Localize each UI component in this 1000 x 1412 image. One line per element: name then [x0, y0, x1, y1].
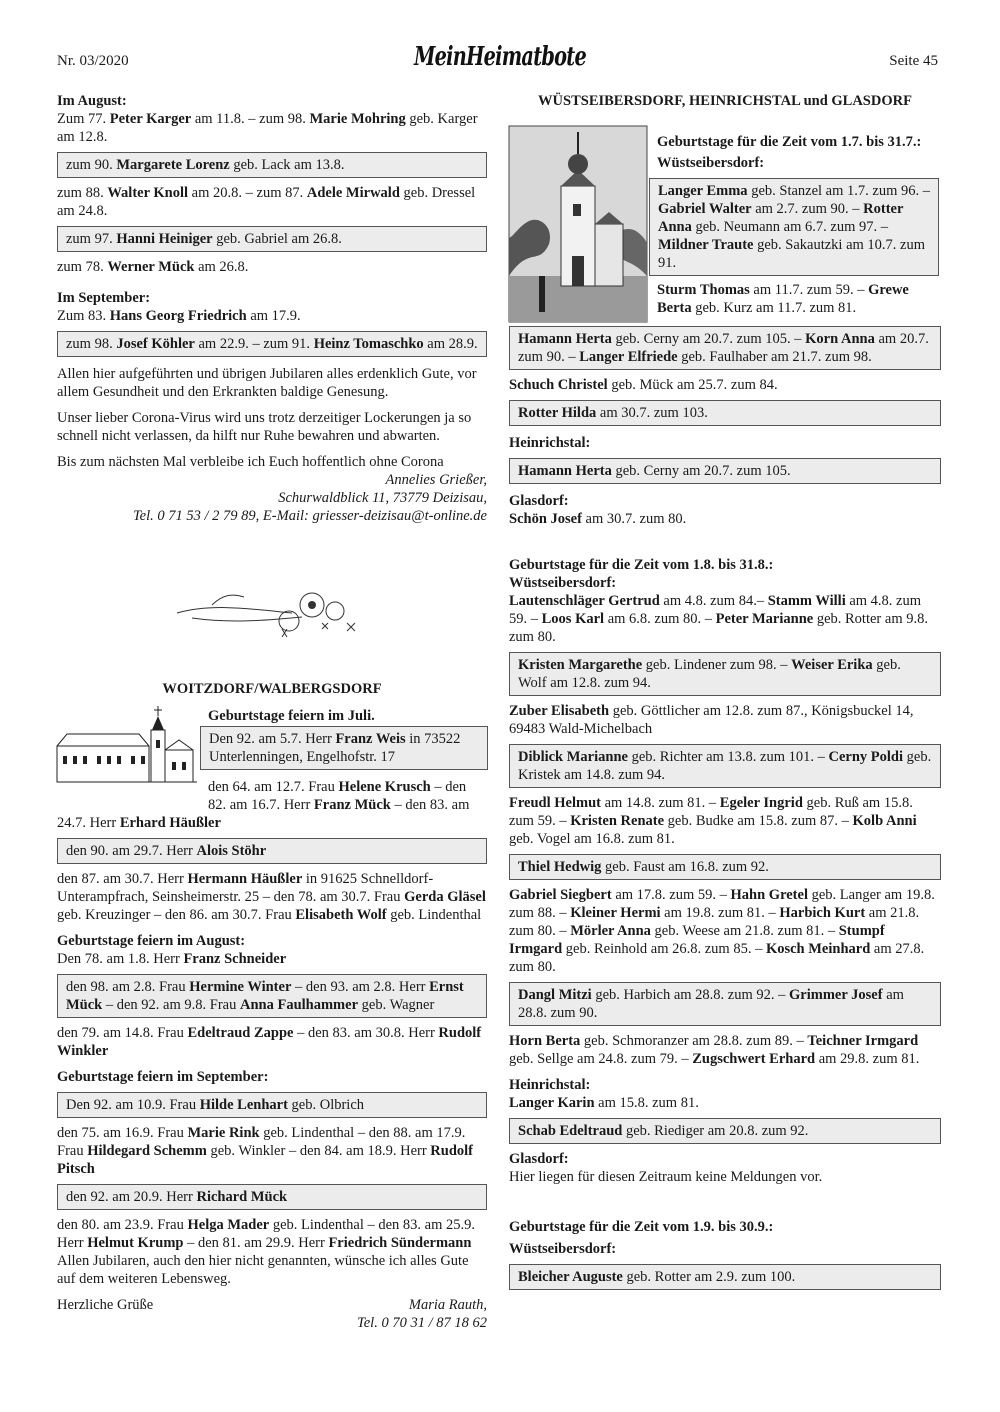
- glasdorf-heading: Glasdorf:: [509, 1151, 569, 1167]
- birthday-entry: den 64. am 12.7. Frau Helene Krusch – den 82. am 16.7. Herr Franz Mück – den 83. am: [208, 779, 470, 813]
- birthday-entry: den 75. am 16.9. Frau Marie Rink geb. Lindenthal – den 88. am 17.9. Frau Hildegard Schemm geb. Winkler – den 84. am 18.9. Herr Rudolf Pitsch: [57, 1125, 474, 1177]
- highlight-box: Kristen Margarethe geb. Lindener zum 98. – Weiser Erika geb. Wolf am 12.8. zum 94.: [509, 652, 941, 696]
- wishes-paragraph: Allen hier aufgeführten und übrigen Jubilaren alles erdenklich Gute, vor allem Gesundheit und den Erkrankten baldige Genesung.: [57, 366, 477, 400]
- highlight-box: Den 92. am 10.9. Frau Hilde Lenhart geb. Olbrich: [57, 1092, 487, 1118]
- left-column-bottom: [57, 814, 487, 1336]
- september-w-heading: Geburtstage feiern im September:: [57, 1069, 269, 1085]
- author-name: Annelies Grießer,: [385, 472, 487, 488]
- highlight-box: den 90. am 29.7. Herr Alois Stöhr: [57, 838, 487, 864]
- woitzdorf-title: WOITZDORF/WALBERGSDORF: [162, 681, 382, 697]
- birthday-entry: Sturm Thomas am 11.7. zum 59. – Grewe Berta geb. Kurz am 11.7. zum 81.: [657, 282, 909, 316]
- august-period-heading: Geburtstage für die Zeit vom 1.8. bis 31.8.:: [509, 557, 774, 573]
- closing-paragraph: Allen Jubilaren, auch den hier nicht genannten, wünsche ich alles Gute auf dem weiteren Lebensweg.: [57, 1253, 469, 1287]
- highlight-box: Hamann Herta geb. Cerny am 20.7. zum 105. – Korn Anna am 20.7. zum 90. – Langer Elfriede geb. Faulhaber am 21.7. zum 98.: [509, 326, 941, 370]
- highlight-box: Langer Emma geb. Stanzel am 1.7. zum 96. – Gabriel Walter am 2.7. zum 90. – Rotter Anna geb. Neumann am 6.7. zum 97. – Mildner Traute geb. Sakautzki am 10.7. zum 91.: [649, 178, 939, 276]
- birthday-entry: Freudl Helmut am 14.8. zum 81. – Egeler Ingrid geb. Ruß am 15.8. zum 59. – Kristen Renate geb. Budke am 15.8. zum 87. – Kolb Anni geb. Vogel am 16.8. zum 81.: [509, 795, 917, 847]
- heinrichstal-heading: Heinrichstal:: [509, 435, 591, 451]
- highlight-box: den 98. am 2.8. Frau Hermine Winter – den 93. am 2.8. Herr Ernst Mück – den 92. am 9.8. Frau Anna Faulhammer geb. Wagner: [57, 974, 487, 1018]
- glasdorf-heading: Glasdorf:: [509, 493, 569, 509]
- birthday-entry: Zum 77. Peter Karger am 11.8. – zum 98. Marie Mohring geb. Karger am 12.8.: [57, 111, 478, 145]
- issue-number: Nr. 03/2020: [57, 53, 129, 69]
- birthday-entry: Gabriel Siegbert am 17.8. zum 59. – Hahn Gretel geb. Langer am 19.8. zum 88. – Kleiner Hermi am 19.8. zum 81. – Harbich Kurt am 21.8. zum 80. – Mörler Anna geb. Weese am 21.8. zum 81. – Stumpf Irmgard geb. Reinhold am 26.8. zum 85. – Kosch Meinhard am 27.8. zum 80.: [509, 887, 935, 975]
- birthday-entry: Den 78. am 1.8. Herr Franz Schneider: [57, 951, 287, 967]
- page-number: Seite 45: [889, 53, 938, 69]
- birthday-entry: Schuch Christel geb. Mück am 25.7. zum 84.: [509, 377, 778, 393]
- signature-name: Maria Rauth,: [408, 1297, 487, 1313]
- flower-ornament-icon: [172, 583, 362, 645]
- birthday-entry: den 87. am 30.7. Herr Hermann Häußler in 91625 Schnelldorf-Unterampfrach, Seinsheimerstr. 25 – den 78. am 30.7. Frau Gerda Gläsel geb. Kreuzinger – den 86. am 30.7. Frau Elisabeth Wolf geb. Lindenthal: [57, 871, 486, 923]
- birthday-entry: zum 78. Werner Mück am 26.8.: [57, 259, 249, 275]
- author-contact: Tel. 0 71 53 / 2 79 89, E-Mail: griesser-deizisau@t-online.de: [132, 508, 487, 524]
- september-period-heading: Geburtstage für die Zeit vom 1.9. bis 30.9.:: [509, 1219, 774, 1235]
- left-column-top: [57, 92, 487, 525]
- highlight-box: Schab Edeltraud geb. Riediger am 20.8. zum 92.: [509, 1118, 941, 1144]
- signature-phone: Tel. 0 70 31 / 87 18 62: [357, 1315, 487, 1331]
- masthead-logo-text: MeinHeimatbote: [413, 42, 587, 72]
- highlight-box: zum 97. Hanni Heiniger geb. Gabriel am 26.8.: [57, 226, 487, 252]
- september-heading: Im September:: [57, 290, 151, 306]
- church-photo-icon: [509, 126, 647, 322]
- wuestseibersdorf-heading: Wüstseibersdorf:: [657, 155, 765, 171]
- highlight-box: zum 90. Margarete Lorenz geb. Lack am 13.8.: [57, 152, 487, 178]
- august-w-heading: Geburtstage feiern im August:: [57, 933, 246, 949]
- no-reports-note: Hier liegen für diesen Zeitraum keine Meldungen vor.: [509, 1169, 823, 1185]
- masthead-logo-icon: [410, 38, 590, 72]
- highlight-box: Rotter Hilda am 30.7. zum 103.: [509, 400, 941, 426]
- birthday-entry: Langer Karin am 15.8. zum 81.: [509, 1095, 699, 1111]
- birthday-entry: zum 88. Walter Knoll am 20.8. – zum 87. Adele Mirwald geb. Dressel am 24.8.: [57, 185, 476, 219]
- masthead-logo: [410, 38, 590, 72]
- right-column: [509, 320, 941, 1296]
- highlight-box: Den 92. am 5.7. Herr Franz Weis in 73522 Unterlenningen, Engelhofstr. 17: [200, 726, 488, 770]
- corona-paragraph: Unser lieber Corona-Virus wird uns trotz derzeitiger Lockerungen ja so schnell nicht verlassen, da hilft nur Ruhe bewahren und abwarten.: [57, 410, 472, 444]
- birthday-entry: Lautenschläger Gertrud am 4.8. zum 84.– Stamm Willi am 4.8. zum 59. – Loos Karl am 6.8. zum 80. – Peter Marianne geb. Rotter am 9.8. zum 80.: [509, 593, 928, 645]
- highlight-box: zum 98. Josef Köhler am 22.9. – zum 91. Heinz Tomaschko am 28.9.: [57, 331, 487, 357]
- church-village-icon: [57, 706, 197, 784]
- highlight-box: Thiel Hedwig geb. Faust am 16.8. zum 92.: [509, 854, 941, 880]
- greeting: Herzliche Grüße: [57, 1297, 154, 1313]
- highlight-box: Diblick Marianne geb. Richter am 13.8. zum 101. – Cerny Poldi geb. Kristek am 14.8. zum 94.: [509, 744, 941, 788]
- birthday-entry: den 79. am 14.8. Frau Edeltraud Zappe – den 83. am 30.8. Herr Rudolf Winkler: [57, 1025, 482, 1059]
- birthday-entry: den 80. am 23.9. Frau Helga Mader geb. Lindenthal – den 83. am 25.9. Herr Helmut Krump – den 81. am 29.9. Herr Friedrich Sündermann: [57, 1217, 476, 1251]
- highlight-box: Dangl Mitzi geb. Harbich am 28.8. zum 92. – Grimmer Josef am 28.8. zum 90.: [509, 982, 941, 1026]
- heinrichstal-heading: Heinrichstal:: [509, 1077, 591, 1093]
- section-title: WÜSTSEIBERSDORF, HEINRICHSTAL und GLASDORF: [538, 93, 912, 109]
- highlight-box: Hamann Herta geb. Cerny am 20.7. zum 105.: [509, 458, 941, 484]
- august-heading: Im August:: [57, 93, 127, 109]
- wuestseibersdorf-heading: Wüstseibersdorf:: [509, 575, 617, 591]
- highlight-box: den 92. am 20.9. Herr Richard Mück: [57, 1184, 487, 1210]
- july-period-heading: Geburtstage für die Zeit vom 1.7. bis 31.7.:: [657, 134, 922, 150]
- farewell-paragraph: Bis zum nächsten Mal verbleibe ich Euch hoffentlich ohne Corona: [57, 454, 444, 470]
- author-address: Schurwaldblick 11, 73779 Deizisau,: [278, 490, 487, 506]
- birthday-entry: Zum 83. Hans Georg Friedrich am 17.9.: [57, 308, 301, 324]
- birthday-entry: 24.7. Herr Erhard Häußler: [57, 815, 221, 831]
- birthday-entry: Schön Josef am 30.7. zum 80.: [509, 511, 687, 527]
- highlight-box: Bleicher Auguste geb. Rotter am 2.9. zum 100.: [509, 1264, 941, 1290]
- birthday-entry: Horn Berta geb. Schmoranzer am 28.8. zum 89. – Teichner Irmgard geb. Sellge am 24.8. zum 79. – Zugschwert Erhard am 29.8. zum 81.: [509, 1033, 920, 1067]
- birthday-entry: Zuber Elisabeth geb. Göttlicher am 12.8. zum 87., Königsbuckel 14, 69483 Wald-Michelbach: [509, 703, 914, 737]
- signature-block: [57, 1296, 487, 1336]
- wuestseibersdorf-heading: Wüstseibersdorf:: [509, 1241, 617, 1257]
- july-heading: Geburtstage feiern im Juli.: [208, 708, 375, 724]
